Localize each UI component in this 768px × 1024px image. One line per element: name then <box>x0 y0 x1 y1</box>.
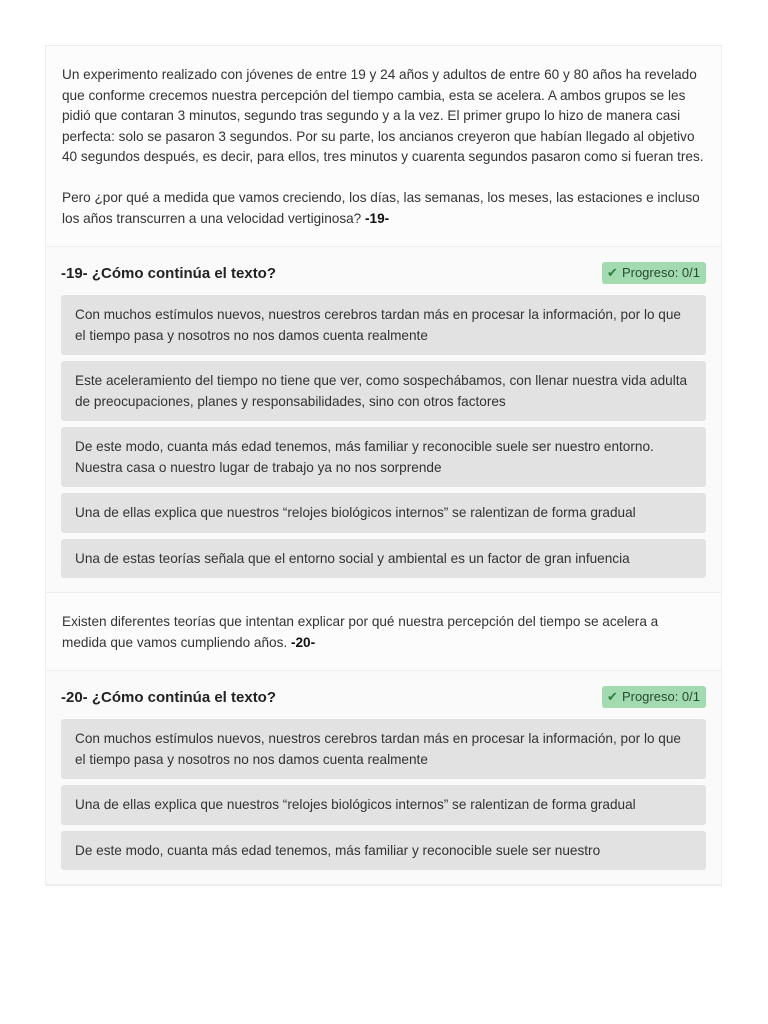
question-19 <box>46 247 721 593</box>
check-icon: ✔ <box>607 265 618 280</box>
passage-1-paragraph-2-text: Pero ¿por qué a medida que vamos creciendo, los días, las semanas, los meses, las estaciones e incluso los años transcurren a una velocidad vertiginosa? <box>62 190 700 226</box>
progress-badge-19-label: Progreso: 0/1 <box>621 265 700 280</box>
gap-marker-19: -19- <box>365 210 390 226</box>
question-19-title: -19- ¿Cómo continúa el texto? <box>61 264 277 282</box>
option-19-d[interactable]: Una de ellas explica que nuestros “relojes biológicos internos” se ralentizan de forma gradual <box>61 493 706 533</box>
option-20-c[interactable]: De este modo, cuanta más edad tenemos, más familiar y reconocible suele ser nuestro <box>61 831 706 871</box>
progress-badge-20-label: Progreso: 0/1 <box>621 689 700 704</box>
exercise-container <box>45 45 722 886</box>
option-20-b[interactable]: Una de ellas explica que nuestros “relojes biológicos internos” se ralentizan de forma gradual <box>61 785 706 825</box>
passage-2-paragraph <box>62 612 706 653</box>
passage-2-text: Existen diferentes teorías que intentan explicar por qué nuestra percepción del tiempo se acelera a medida que vamos cumpliendo años. <box>62 614 659 650</box>
question-20 <box>46 671 721 885</box>
passage-1-paragraph-2 <box>62 188 706 229</box>
question-19-header <box>61 261 706 285</box>
progress-badge-20 <box>602 686 706 708</box>
passage-1 <box>46 46 721 247</box>
passage-1-paragraph-1: Un experimento realizado con jóvenes de entre 19 y 24 años y adultos de entre 60 y 80 años ha revelado que conforme crecemos nuestra percepción del tiempo cambia, esta se acelera. A ambos grupos se les pidió que contaran 3 minutos, segundo tras segundo y a la vez. El primer grupo lo hizo de manera casi perfecta: solo se pasaron 3 segundos. Por su parte, los ancianos creyeron que habían llegado al objetivo 40 segundos después, es decir, para ellos, tres minutos y cuarenta segundos pasaron como si fueran tres. <box>62 67 704 164</box>
question-20-header <box>61 685 706 709</box>
option-19-b[interactable]: Este aceleramiento del tiempo no tiene que ver, como sospechábamos, con llenar nuestra vida adulta de preocupaciones, planes y responsabilidades, sino con otros factores <box>61 361 706 421</box>
check-icon: ✔ <box>607 689 618 704</box>
question-20-title: -20- ¿Cómo continúa el texto? <box>61 688 277 706</box>
gap-marker-20: -20- <box>290 634 316 650</box>
option-19-c[interactable]: De este modo, cuanta más edad tenemos, más familiar y reconocible suele ser nuestro entorno. Nuestra casa o nuestro lugar de trabajo ya no nos sorprende <box>61 427 706 487</box>
option-19-e[interactable]: Una de estas teorías señala que el entorno social y ambiental es un factor de gran infuencia <box>61 539 706 579</box>
option-20-a[interactable]: Con muchos estímulos nuevos, nuestros cerebros tardan más en procesar la información, por lo que el tiempo pasa y nosotros no nos damos cuenta realmente <box>61 719 706 779</box>
question-19-options <box>61 295 706 578</box>
option-19-a[interactable]: Con muchos estímulos nuevos, nuestros cerebros tardan más en procesar la información, por lo que el tiempo pasa y nosotros no nos damos cuenta realmente <box>61 295 706 355</box>
passage-2 <box>46 593 721 671</box>
progress-badge-19 <box>602 262 706 284</box>
question-20-options <box>61 719 706 870</box>
